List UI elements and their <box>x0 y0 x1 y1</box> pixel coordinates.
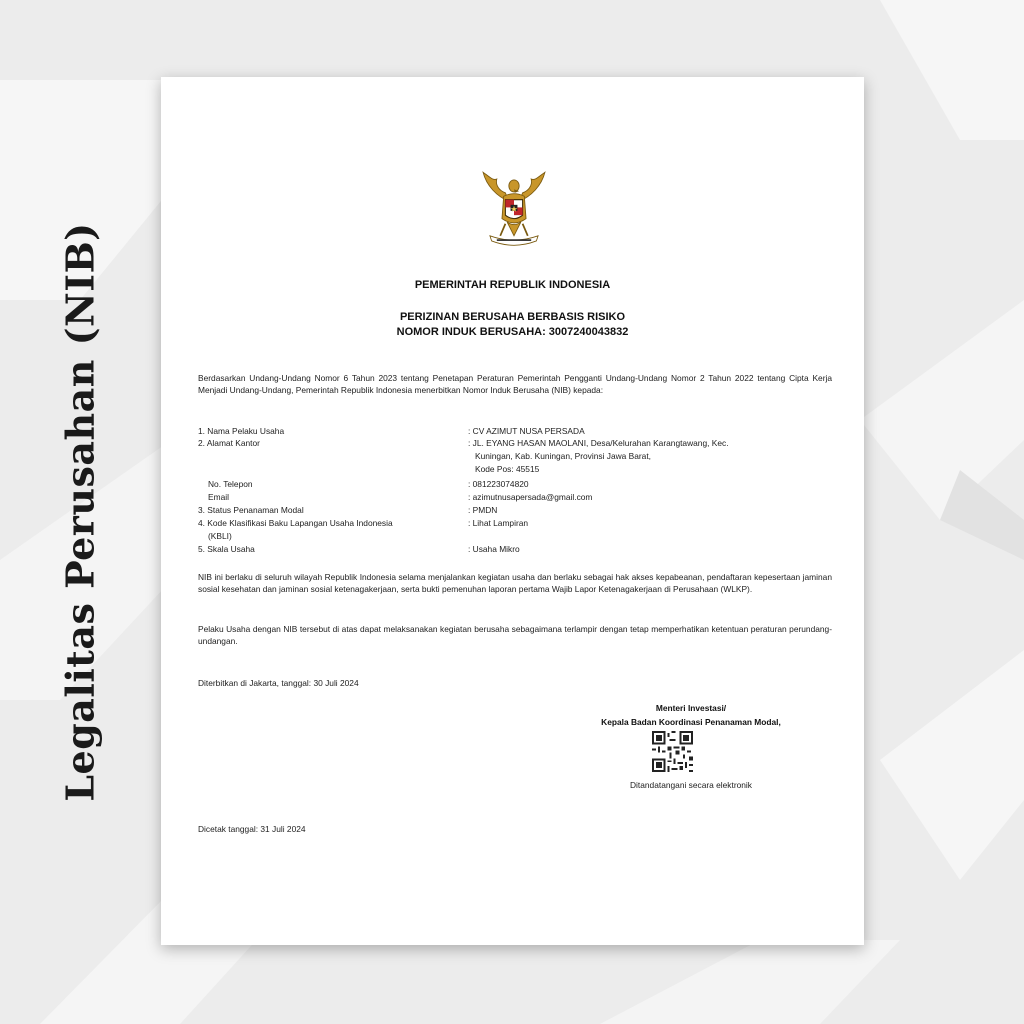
field-label-kbli-2: (KBLI) <box>208 531 232 541</box>
intro-paragraph: Berdasarkan Undang-Undang Nomor 6 Tahun 2023 tentang Penetapan Peraturan Pemerintah Pengganti Undang-Undang Nomor 2 Tahun 2022 tentang Cipta Kerja Menjadi Undang-Undang, Pemerintah Republik Indonesia menerbitkan Nomor Induk Berusaha (NIB) kepada: <box>198 373 832 395</box>
field-value-alamat-2: Kuningan, Kab. Kuningan, Provinsi Jawa Barat, <box>475 451 651 461</box>
validity-paragraph: NIB ini berlaku di seluruh wilayah Republik Indonesia selama menjalankan kegiatan usaha dan berlaku sebagai hak akses kepabeanan, pendaftaran kepesertaan jaminan sosial kesehatan dan jaminan sosial ketenagakerjaan, serta bukti pemenuhan laporan pertama Wajib Lapor Ketenagakerjaan di Perusahaan (WLKP). <box>198 572 832 594</box>
field-label-telepon: No. Telepon <box>208 479 253 489</box>
electronic-signature-note: Ditandatangani secara elektronik <box>630 780 752 790</box>
nib-document <box>161 77 864 945</box>
field-value-alamat-1: : JL. EYANG HASAN MAOLANI, Desa/Kelurahan Karangtawang, Kec. <box>468 438 729 448</box>
qr-code-icon <box>652 731 693 772</box>
field-label-alamat: 2. Alamat Kantor <box>198 438 260 448</box>
field-value-kbli: : Lihat Lampiran <box>468 518 529 528</box>
issued-date: Diterbitkan di Jakarta, tanggal: 30 Juli 2024 <box>198 678 359 688</box>
signatory-title-2: Kepala Badan Koordinasi Penanaman Modal, <box>601 717 781 727</box>
field-label-status: 3. Status Penanaman Modal <box>198 505 304 515</box>
field-label-skala: 5. Skala Usaha <box>198 544 255 554</box>
document-header: PEMERINTAH REPUBLIK INDONESIA <box>414 279 611 291</box>
field-value-telepon: : 081223074820 <box>468 479 529 489</box>
field-label-email: Email <box>208 492 229 502</box>
side-title: Legalitas Perusahan (NIB) <box>57 222 103 802</box>
field-value-nama: : CV AZIMUT NUSA PERSADA <box>468 426 585 436</box>
field-label-nama: 1. Nama Pelaku Usaha <box>198 426 285 436</box>
field-label-kbli: 4. Kode Klasifikasi Baku Lapangan Usaha Indonesia <box>198 518 393 528</box>
garuda-emblem-icon <box>471 167 557 253</box>
field-value-skala: : Usaha Mikro <box>468 544 520 554</box>
signatory-title-1: Menteri Investasi/ <box>655 703 727 713</box>
field-value-email: : azimutnusapersada@gmail.com <box>468 492 593 502</box>
field-value-status: : PMDN <box>468 505 498 515</box>
permission-paragraph: Pelaku Usaha dengan NIB tersebut di atas dapat melaksanakan kegiatan berusaha sebagaimana terlampir dengan tetap memperhatikan ketentuan peraturan perundang-undangan. <box>198 624 832 646</box>
nib-number: NOMOR INDUK BERUSAHA: 3007240043832 <box>396 326 629 338</box>
document-subtitle: PERIZINAN BERUSAHA BERBASIS RISIKO <box>399 311 626 323</box>
field-value-alamat-3: Kode Pos: 45515 <box>475 464 540 474</box>
printed-date: Dicetak tanggal: 31 Juli 2024 <box>198 824 306 834</box>
